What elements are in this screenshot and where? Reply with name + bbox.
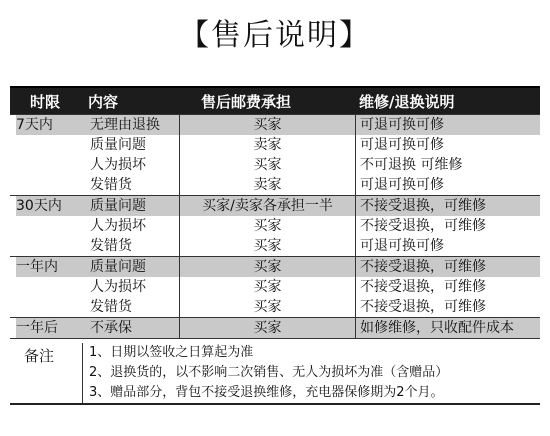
content-cell: 无理由退换	[90, 117, 160, 133]
shipping-cell: 买家	[179, 297, 355, 317]
policy-cell: 不接受退换，可维修	[355, 297, 540, 317]
group-rows	[82, 115, 540, 195]
table-row	[82, 115, 540, 135]
table-row	[82, 257, 540, 277]
content-cell: 人为损坏	[90, 279, 146, 295]
shipping-cell: 买家	[179, 257, 355, 277]
after-sales-table	[10, 86, 540, 405]
notes-label: 备注	[24, 347, 55, 365]
shipping-cell: 买家	[179, 277, 355, 297]
period-cell	[10, 257, 82, 317]
policy-cell: 不可退换 可维修	[355, 155, 540, 175]
table-row	[82, 318, 540, 338]
shipping-cell: 买家	[179, 155, 355, 175]
table-header	[10, 86, 540, 114]
shipping-cell: 买家/卖家各承担一半	[179, 196, 355, 216]
table-row	[82, 196, 540, 216]
period-label: 30天内	[16, 196, 82, 216]
notes-section	[10, 338, 540, 403]
header-shipping: 售后邮费承担	[201, 92, 292, 111]
policy-cell: 可退可换可修	[355, 236, 540, 256]
shipping-cell: 卖家	[179, 135, 355, 155]
content-cell: 人为损坏	[90, 157, 146, 173]
period-label: 7天内	[16, 115, 82, 135]
table-body	[10, 114, 540, 338]
content-cell: 发错货	[90, 238, 132, 254]
content-cell: 质量问题	[90, 259, 146, 275]
policy-cell: 可退可换可修	[355, 135, 540, 155]
table-row	[82, 135, 540, 155]
shipping-cell: 买家	[179, 318, 355, 338]
table-row	[82, 155, 540, 175]
table-row	[82, 297, 540, 317]
period-cell	[10, 196, 82, 256]
policy-cell: 可退可换可修	[355, 175, 540, 195]
content-cell: 发错货	[90, 177, 132, 193]
content-cell: 质量问题	[90, 137, 146, 153]
header-policy: 维修/退换说明	[359, 92, 455, 111]
policy-cell: 不接受退换，可维修	[355, 277, 540, 297]
note-item: 3、赠品部分，背包不接受退换维修，充电器保修期为2个月。	[89, 385, 444, 400]
period-label: 一年内	[16, 257, 82, 277]
policy-cell: 可退可换可修	[355, 115, 540, 135]
notes-list	[82, 343, 540, 403]
shipping-cell: 买家	[179, 216, 355, 236]
content-cell: 人为损坏	[90, 218, 146, 234]
shipping-cell: 买家	[179, 236, 355, 256]
table-group	[10, 195, 540, 256]
policy-cell: 不接受退换，可维修	[355, 216, 540, 236]
header-period: 时限	[30, 92, 61, 111]
period-cell	[10, 115, 82, 195]
policy-cell: 不接受退换，可维修	[355, 257, 540, 277]
table-group	[10, 317, 540, 338]
page-title: 【售后说明】	[179, 18, 371, 53]
content-cell: 质量问题	[90, 198, 146, 214]
shipping-cell: 买家	[179, 115, 355, 135]
policy-cell: 如修维修，只收配件成本	[355, 318, 540, 338]
group-rows	[82, 196, 540, 256]
note-item: 1、日期以签收之日算起为准	[89, 345, 254, 360]
note-item: 2、退换货的，以不影响二次销售、无人为损坏为准（含赠品）	[89, 365, 449, 380]
group-rows	[82, 257, 540, 317]
policy-cell: 不接受退换，可维修	[355, 196, 540, 216]
content-cell: 发错货	[90, 299, 132, 315]
period-cell	[10, 318, 82, 338]
table-row	[82, 277, 540, 297]
header-content: 内容	[88, 92, 119, 111]
table-row	[82, 175, 540, 195]
table-row	[82, 236, 540, 256]
table-group	[10, 114, 540, 195]
period-label: 一年后	[16, 318, 82, 338]
group-rows	[82, 318, 540, 338]
content-cell: 不承保	[90, 320, 132, 336]
table-row	[82, 216, 540, 236]
shipping-cell: 卖家	[179, 175, 355, 195]
table-group	[10, 256, 540, 317]
